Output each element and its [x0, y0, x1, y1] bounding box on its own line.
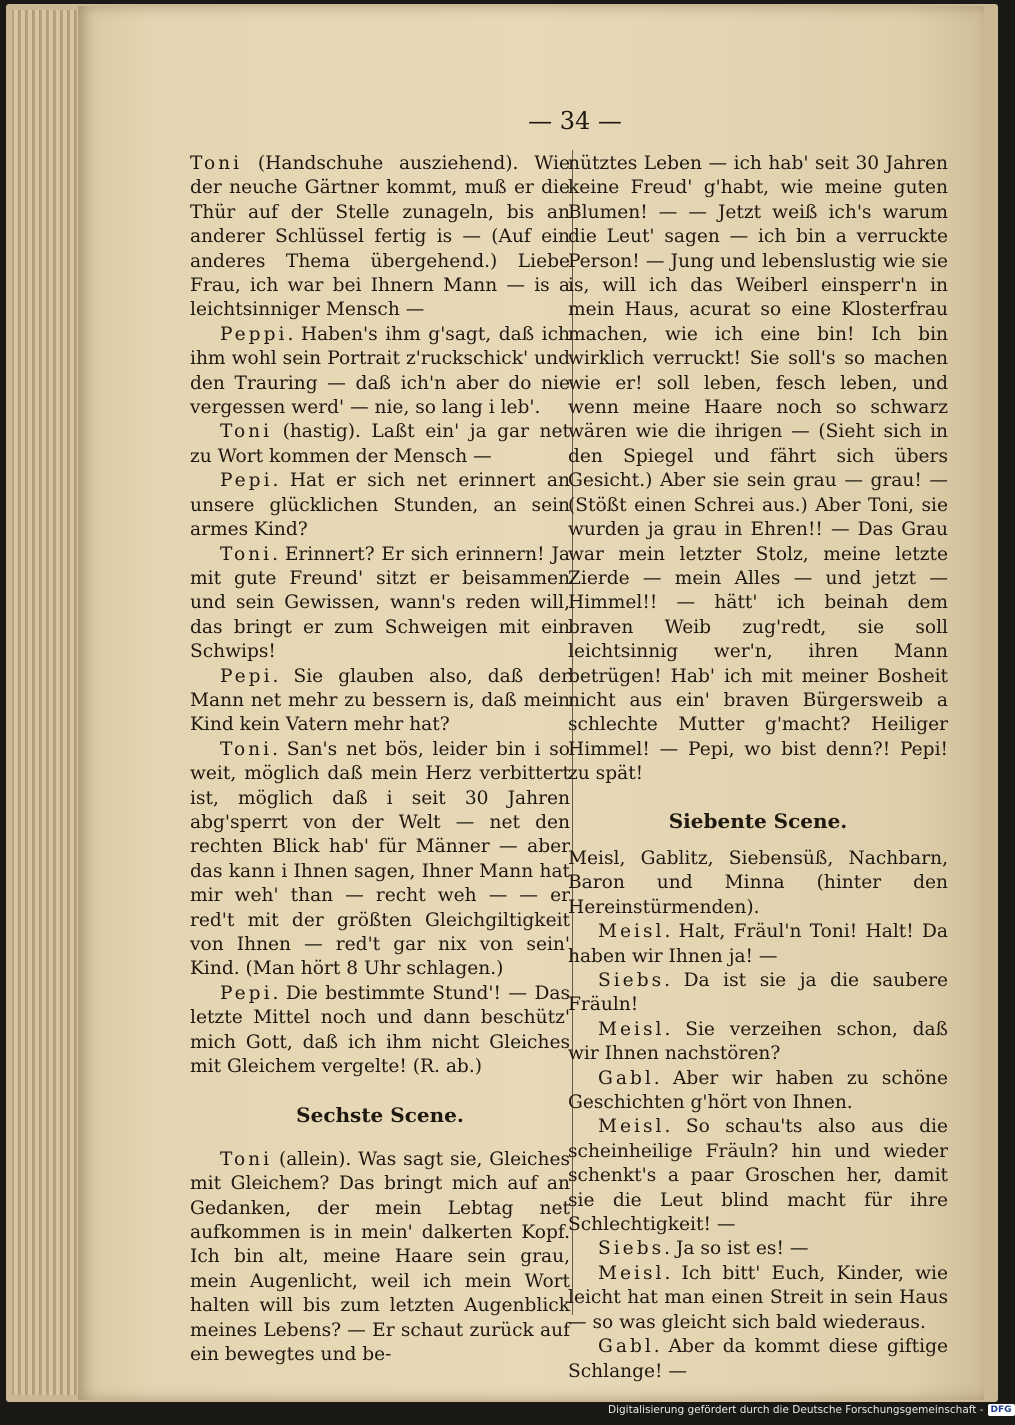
speaker: Gabl — [598, 1336, 654, 1358]
paragraph-text: . Sie glauben also, daß der Mann net mehr zu bessern is, daß mein Kind kein Vatern mehr hat? — [190, 665, 570, 736]
speaker: Meisl — [598, 1262, 665, 1284]
speaker: Pepi — [220, 470, 273, 492]
paragraph-text: . Erinnert? Er sich erinnern! Ja mit gute Freund' sitzt er beisammen und sein Gewissen, wann's reden will, das bringt er zum Schweigen mit ein Schwips! — [190, 543, 570, 663]
paragraph — [190, 152, 570, 323]
paragraph-text: . San's net bös, leider bin i so weit, möglich daß mein Herz verbittert ist, möglich daß i seit 30 Jahren abg'sperrt von der Welt — net den rechten Blick hab' für Männer — aber das kann i Ihnen sagen, Ihner Mann hat mir weh' than — recht weh — — er red't mit der größten Gleichgiltigkeit von Ihnen — red't gar nix von sein' Kind. (Man hört 8 Uhr schlagen.) — [190, 738, 570, 980]
paragraph — [190, 1148, 570, 1368]
paragraph — [568, 1335, 948, 1384]
speaker: Siebs — [598, 970, 665, 991]
paragraph — [190, 665, 570, 738]
paragraph — [568, 1115, 948, 1237]
paragraph-text: . So schau'ts also aus die scheinheilige Fräuln? hin und wieder schenkt's a paar Groschen her, damit sie die Leut blind macht für ihre Schlechtigkeit! — — [568, 1116, 948, 1236]
paragraph-text: . Da ist sie ja die saubere Fräuln! — [568, 970, 948, 1016]
paragraph-text: . Aber wir haben zu schöne Geschichten g'hört von Ihnen. — [568, 1067, 948, 1114]
paragraph — [190, 738, 570, 982]
speaker: Toni — [190, 153, 243, 174]
speaker: Toni — [220, 543, 273, 565]
paragraph-text: . Halt, Fräul'n Toni! Halt! Da haben wir Ihnen ja! — — [568, 921, 948, 967]
page-edges — [12, 10, 82, 1395]
paragraph — [190, 982, 570, 1080]
paragraph-text: . Ich bitt' Euch, Kinder, wie leicht hat man einen Streit in sein Haus — so was gleicht sich bald wiederaus. — [568, 1262, 948, 1333]
paragraph — [190, 323, 570, 421]
paragraph-text: . Die bestimmte Stund'! — Das letzte Mittel noch und dann beschütz' mich Gott, daß ich ihm nicht Gleiches mit Gleichem vergelte! (R. ab.) — [190, 982, 570, 1078]
speaker: Gabl — [598, 1067, 654, 1089]
left-column — [190, 152, 570, 1368]
paragraph — [190, 469, 570, 542]
speaker: Toni — [220, 738, 273, 760]
paragraph-text: . Ja so ist es! — — [664, 1238, 809, 1260]
paragraph-text: (hastig). Laßt ein' ja gar net zu Wort kommen der Mensch — — [190, 421, 570, 467]
paragraph: nütztes Leben — ich hab' seit 30 Jahren keine Freud' g'habt, wie meine guten Blumen! — — Jetzt weiß ich's warum die Leut' sagen — ich bin a verruckte Person! — Jung und lebenslustig wie sie is, will ich das Weiberl einsperr'n in mein Haus, acurat so eine Klosterfrau machen, wie ich eine bin! Ich bin wirklich verruckt! Sie soll's so machen wie er! soll leben, fesch leben, und wenn meine Haare noch so schwarz wären wie die ihrigen — (Sieht sich in den Spiegel und fährt sich übers Gesicht.) Aber sie sein grau — grau! — (Stößt einen Schrei aus.) Aber Toni, sie wurden ja grau in Ehren!! — Das Grau war mein letzter Stolz, meine letzte Zierde — mein Alles — und jetzt — Himmel!! — hätt' ich beinah dem braven Weib zug'redt, sie soll leichtsinnig wer'n, ihren Mann betrügen! Hab' ich mit meiner Bosheit nicht aus ein' braven Bürgersweib a schlechte Mutter g'macht? Heiliger Himmel! — Pepi, wo bist denn?! Pepi! zu spät! — [568, 153, 948, 785]
paragraph-text: (Handschuhe ausziehend). Wie der neuche Gärtner kommt, muß er die Thür auf der Stelle zunageln, bis an anderer Schlüssel fertig is — (Auf ein anderes Thema übergehend.) Liebe Frau, ich war bei Ihnern Mann — is a leichtsinniger Mensch — — [190, 153, 570, 321]
paragraph — [568, 920, 948, 969]
speaker: Meisl — [598, 921, 665, 943]
speaker: Siebs — [598, 1238, 665, 1260]
paragraph — [568, 1067, 948, 1116]
paragraph-text: . Sie verzeihen schon, daß wir Ihnen nachstören? — [568, 1018, 948, 1065]
dfg-logo: DFG — [988, 1404, 1015, 1416]
cast-list: Meisl, Gablitz, Siebensüß, Nachbarn, Baron und Minna (hinter den Hereinstürmenden). — [568, 847, 948, 918]
scene-heading: Siebente Scene. — [668, 808, 848, 833]
paragraph — [568, 1262, 948, 1335]
paragraph — [190, 420, 570, 469]
speaker: Toni — [220, 421, 273, 443]
speaker: Pepi — [220, 665, 273, 687]
paragraph-text: (allein). Was sagt sie, Gleiches mit Gleichem? Das bringt mich auf an Gedanken, der mein Lebtag net aufkommen is in mein' dalkerten Kopf. Ich bin alt, meine Haare sein grau, mein Augenlicht, weil ich mein Wort halten will bis zum letzten Augenblick meines Lebens? — Er schaut zurück auf ein bewegtes und be- — [190, 1148, 570, 1366]
paragraph — [190, 543, 570, 665]
speaker: Meisl — [598, 1018, 665, 1040]
page-number: — 34 — — [528, 107, 622, 135]
paragraph-text: . Aber da kommt diese giftige Schlange! — — [568, 1336, 948, 1382]
digitization-footer — [608, 1404, 1015, 1416]
footer-text: Digitalisierung gefördert durch die Deutsche Forschungsgemeinschaft - — [608, 1404, 984, 1416]
speaker: Peppi — [220, 323, 288, 345]
paragraph-text: . Hat er sich net erinnert an unsere glücklichen Stunden, an sein armes Kind? — [190, 470, 570, 541]
speaker: Toni — [220, 1148, 273, 1170]
paragraph — [568, 1237, 948, 1261]
paragraph — [568, 969, 948, 1018]
paragraph-text: . Haben's ihm g'sagt, daß ich ihm wohl sein Portrait z'ruckschick' und den Trauring — daß ich'n aber do nie vergessen werd' — nie, so lang i leb'. — [190, 323, 570, 419]
paragraph — [568, 1018, 948, 1067]
right-column — [568, 152, 948, 1384]
scene-heading: Sechste Scene. — [296, 1103, 464, 1128]
speaker: Pepi — [220, 982, 273, 1004]
speaker: Meisl — [598, 1116, 665, 1138]
